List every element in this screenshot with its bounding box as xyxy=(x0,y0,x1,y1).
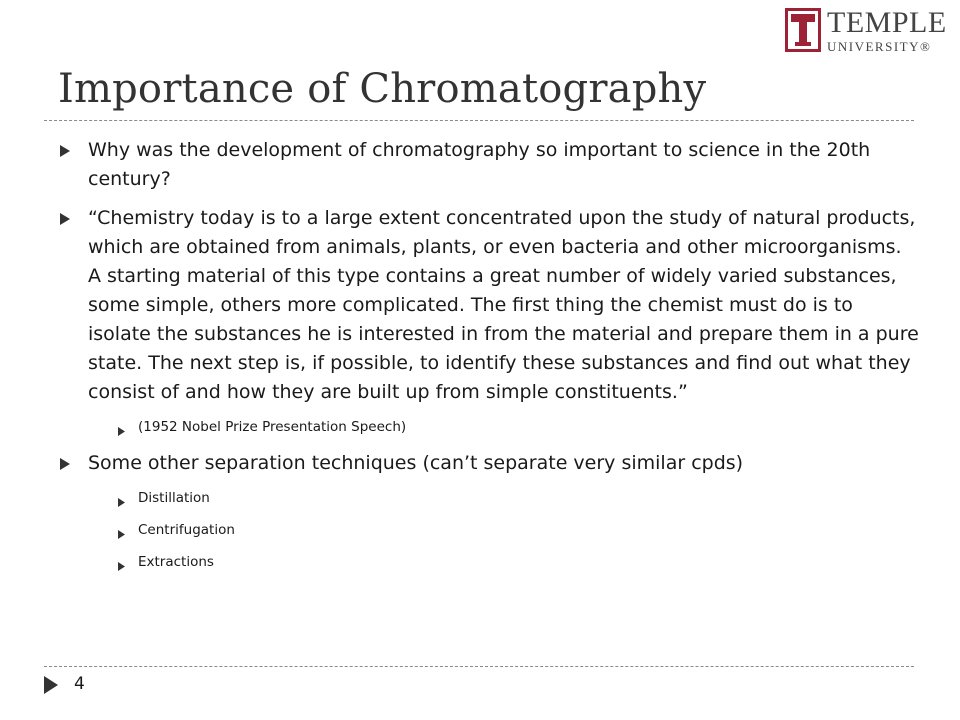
triangle-right-icon xyxy=(118,488,138,511)
technique-text: Centrifugation xyxy=(138,522,235,538)
sub-bullet-extractions xyxy=(118,552,920,575)
temple-t-icon xyxy=(785,8,821,52)
sub-bullet-distillation xyxy=(118,488,920,511)
triangle-right-icon xyxy=(118,552,138,575)
bullet-quote-text: “Chemistry today is to a large extent concentrated upon the study of natural products, which are obtained from animals, plants, or even bacteria and other microorganisms. A starting material of this type contains a great number of widely varied substances, some simple, others more complicated. The first thing the chemist must do is to isolate the substances he is interested in from the material and prepare them in a pure state. The next step is, if possible, to identify these substances and find out what they consist of and how they are built up from simple constituents.” xyxy=(88,207,919,403)
bottom-divider xyxy=(44,666,914,667)
technique-text: Distillation xyxy=(138,490,210,506)
bullet-question xyxy=(60,136,920,194)
triangle-right-icon xyxy=(118,520,138,543)
triangle-right-icon xyxy=(60,449,88,478)
technique-text: Extractions xyxy=(138,554,214,570)
bullet-other-techniques xyxy=(60,449,920,478)
triangle-right-icon xyxy=(60,204,88,407)
footer-triangle-icon xyxy=(44,676,58,698)
slide-content xyxy=(60,136,920,584)
temple-university-logo xyxy=(785,6,947,54)
slide-title: Importance of Chromatography xyxy=(58,66,707,112)
triangle-right-icon xyxy=(118,417,138,440)
bullet-question-text: Why was the development of chromatography so important to science in the 20th century? xyxy=(88,139,871,190)
bullet-other-techniques-text: Some other separation techniques (can’t separate very similar cpds) xyxy=(88,452,744,474)
logo-name: TEMPLE xyxy=(827,5,947,39)
top-divider xyxy=(44,120,914,121)
sub-bullet-quote-source xyxy=(118,417,920,440)
logo-subtitle: UNIVERSITY® xyxy=(827,38,932,54)
sub-bullet-centrifugation xyxy=(118,520,920,543)
bullet-quote xyxy=(60,204,920,407)
quote-source-text: (1952 Nobel Prize Presentation Speech) xyxy=(138,419,407,435)
triangle-right-icon xyxy=(60,136,88,194)
page-number: 4 xyxy=(74,674,85,694)
